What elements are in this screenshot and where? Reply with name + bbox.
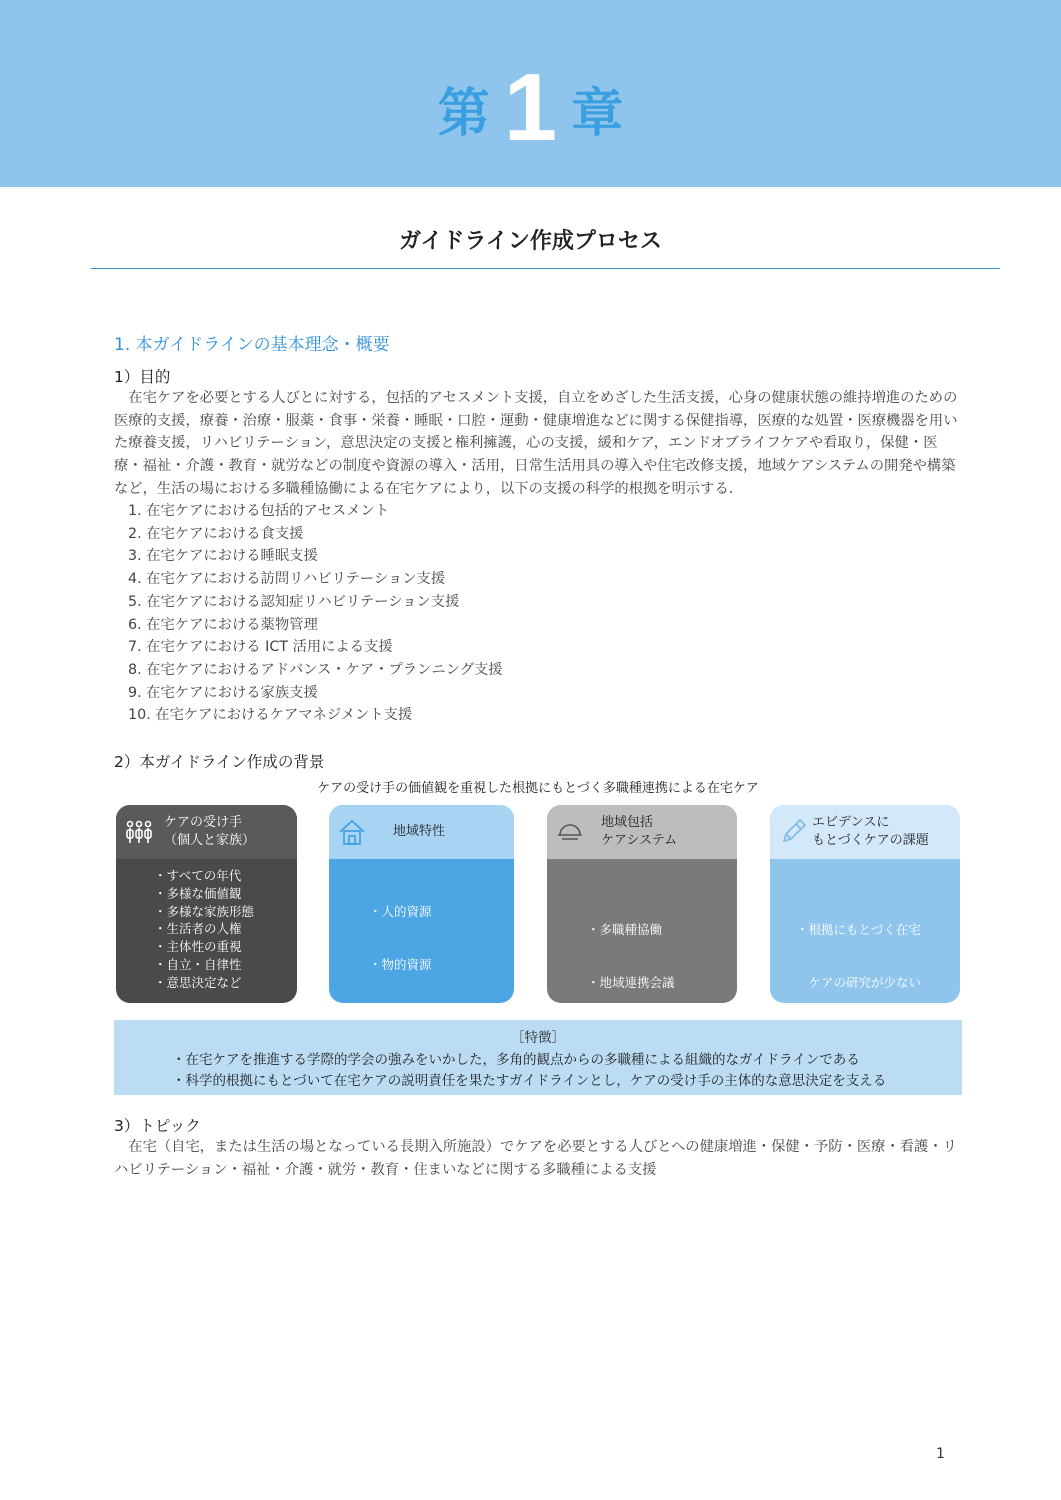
card-community-care-system	[547, 805, 737, 1003]
feature-box	[114, 1020, 962, 1095]
chapter-suffix: 章	[571, 83, 624, 144]
list-item: 9. 在宅ケアにおける家族支援	[128, 684, 318, 701]
list-item: 6. 在宅ケアにおける薬物管理	[128, 616, 318, 633]
chapter-heading	[0, 54, 1061, 161]
diagram-caption: ケアの受け手の価値観を重視した根拠にもとづく多職種連携による在宅ケア	[317, 781, 759, 796]
feature-heading: ［特徴］	[511, 1030, 565, 1046]
background-heading: 2）本ガイドライン作成の背景	[114, 753, 325, 771]
card-body	[770, 859, 960, 1003]
card-header	[116, 805, 297, 859]
page-number: 1	[936, 1446, 945, 1462]
card-title: ケアの受け手 （個人と家族）	[164, 815, 256, 848]
purpose-list	[128, 500, 503, 727]
card-item: ・物的資源	[369, 956, 432, 972]
card-body	[116, 859, 297, 1003]
card-item: ・多様な価値観	[154, 885, 242, 901]
chapter-prefix: 第	[437, 83, 490, 144]
card-item: ・多様な家族形態	[154, 903, 255, 919]
list-item: 2. 在宅ケアにおける食支援	[128, 525, 304, 542]
list-item: 8. 在宅ケアにおけるアドバンス・ケア・プランニング支援	[128, 661, 503, 678]
list-item: 1. 在宅ケアにおける包括的アセスメント	[128, 503, 390, 519]
topic-paragraph: 在宅（自宅，または生活の場となっている長期入所施設）でケアを必要とする人びとへの健康増進・保健・予防・医療・看護・リハビリテーション・福祉・介護・就労・教育・住まいなどに関する多職種による支援	[114, 1139, 957, 1178]
card-item: ・生活者の人権	[154, 921, 242, 937]
card-item: ・すべての年代	[154, 868, 242, 883]
card-title: 地域特性	[393, 824, 446, 839]
card-item: ・根拠にもとづく在宅	[796, 921, 921, 937]
card-item: ・多職種協働	[587, 921, 663, 937]
purpose-paragraph: 在宅ケアを必要とする人びとに対する，包括的アセスメント支援，自立をめざした生活支援，心身の健康状態の維持増進のための医療的支援，療養・治療・服薬・食事・栄養・睡眠・口腔・運動・健康増進などに関する保健指導，医療的な処置・医療機器を用いた療養支援，リハビリテーション，意思決定の支援と権利擁護，心の支援，緩和ケア，エンドオブライフケアや看取り，保健・医療・福祉・介護・教育・就労などの制度や資源の導入・活用，日常生活用具の導入や住宅改修支援，地域ケアシステムの開発や構築など，生活の場における多職種協働による在宅ケアにより，以下の支援の科学的根拠を明示する．	[114, 390, 958, 497]
list-item: 5. 在宅ケアにおける認知症リハビリテーション支援	[128, 593, 460, 610]
card-header	[547, 805, 737, 859]
dome-icon	[555, 817, 585, 847]
topic-heading: 3）トピック	[114, 1117, 201, 1135]
card-item: ・地域連携会議	[587, 974, 675, 990]
list-item: 4. 在宅ケアにおける訪問リハビリテーション支援	[128, 571, 446, 588]
card-item: ・人的資源	[369, 903, 432, 919]
card-item: ケアの研究が少ない	[796, 974, 922, 990]
chapter-number: 1	[503, 54, 558, 161]
card-title: 地域包括 ケアシステム	[601, 815, 678, 848]
feature-line: ・科学的根拠にもとづいて在宅ケアの説明責任を果たすガイドラインとし，ケアの受け手の主体的な意思決定を支える	[172, 1073, 887, 1089]
list-item: 10. 在宅ケアにおけるケアマネジメント支援	[128, 707, 413, 724]
page-title: ガイドライン作成プロセス	[399, 229, 662, 254]
pencil-icon	[778, 817, 808, 847]
section-heading: 1. 本ガイドラインの基本理念・概要	[114, 335, 390, 355]
card-body	[547, 859, 737, 1003]
card-regional-characteristics	[329, 805, 514, 1003]
card-care-recipient	[116, 805, 297, 1003]
list-item: 3. 在宅ケアにおける睡眠支援	[128, 548, 318, 565]
title-divider	[91, 268, 1000, 269]
card-header	[770, 805, 960, 859]
card-evidence-issues	[770, 805, 960, 1003]
card-item: ・自立・自律性	[154, 956, 242, 972]
card-header	[329, 805, 514, 859]
list-item: 7. 在宅ケアにおける ICT 活用による支援	[128, 639, 393, 656]
card-item: ・主体性の重視	[154, 939, 242, 955]
feature-line: ・在宅ケアを推進する学際的学会の強みをいかした，多角的観点からの多職種による組織的なガイドラインである	[172, 1052, 860, 1068]
card-item: ・意思決定など	[154, 974, 242, 990]
house-icon	[337, 817, 367, 847]
purpose-heading: 1）目的	[114, 368, 171, 386]
card-title: エビデンスに もとづくケアの課題	[812, 815, 929, 848]
people-icon	[124, 817, 154, 847]
card-body	[329, 859, 514, 1003]
